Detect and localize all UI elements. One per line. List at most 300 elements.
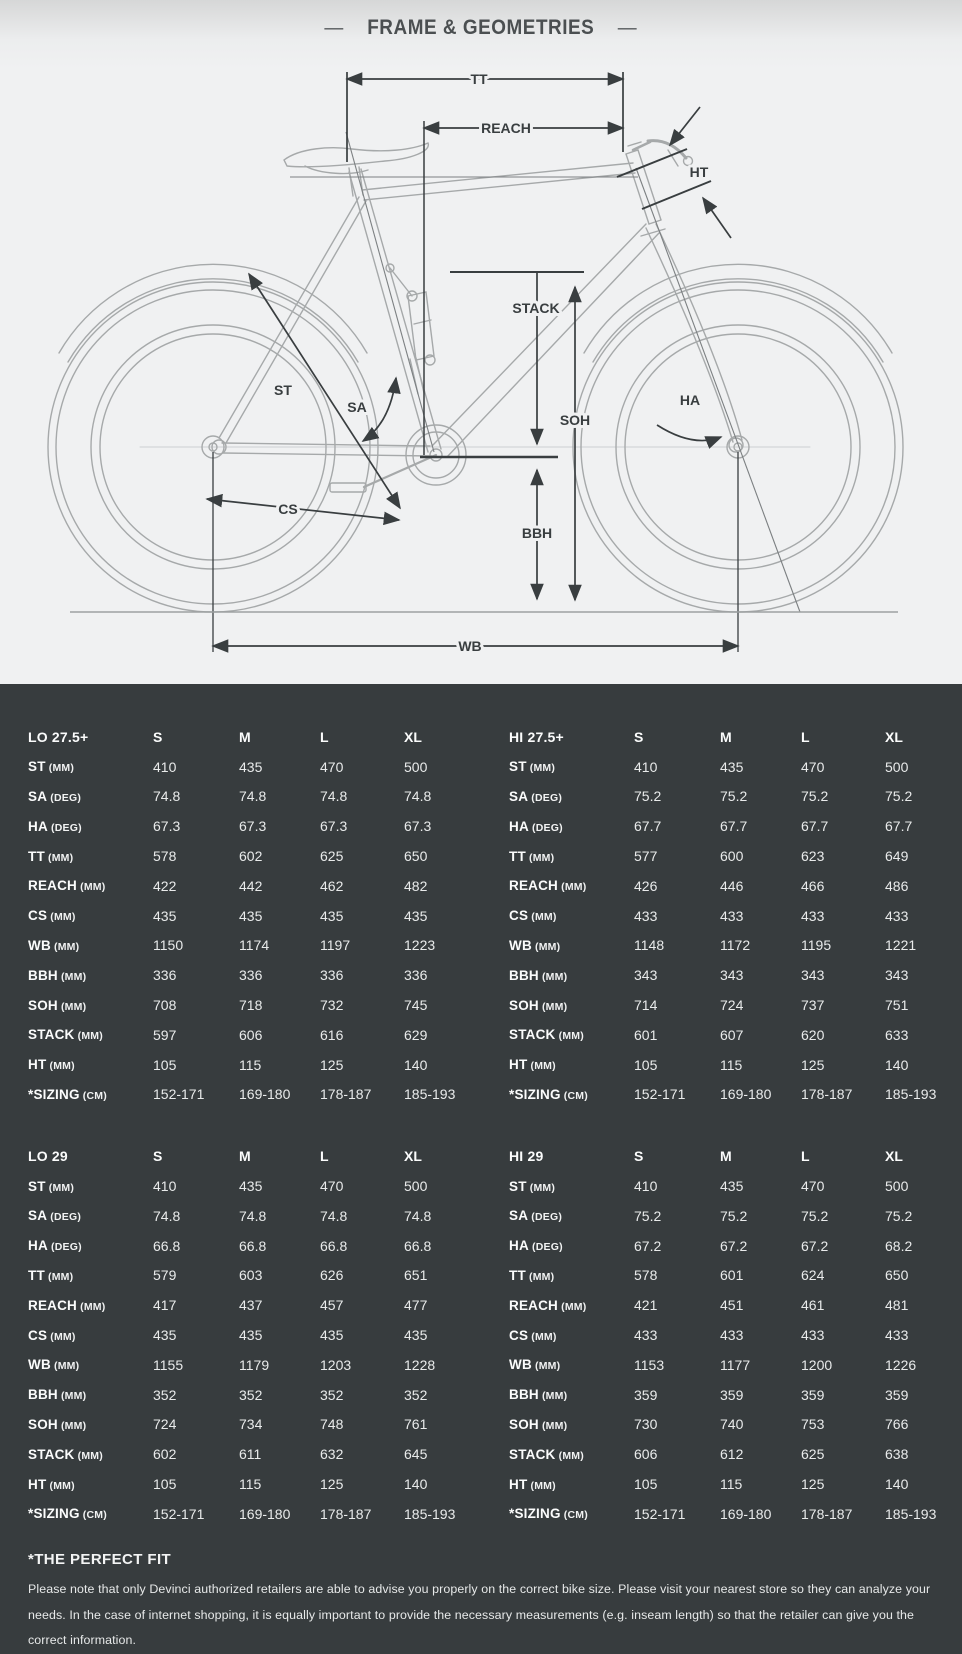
row-label-unit: (MM) bbox=[57, 1390, 87, 1403]
geometry-value: 462 bbox=[320, 877, 344, 894]
table-row bbox=[509, 1439, 962, 1469]
row-label bbox=[509, 1506, 634, 1521]
geometry-value: 66.8 bbox=[404, 1237, 432, 1254]
geometry-value: 185-193 bbox=[885, 1086, 937, 1103]
geometry-value: 761 bbox=[404, 1416, 428, 1433]
row-label-unit: (DEG) bbox=[47, 791, 82, 804]
row-label bbox=[28, 908, 153, 923]
row-label-code: HT bbox=[509, 1476, 528, 1492]
geometry-value: 66.8 bbox=[320, 1237, 348, 1254]
table-row bbox=[509, 1201, 962, 1231]
geometry-value: 67.3 bbox=[153, 818, 181, 835]
geometry-value: 74.8 bbox=[153, 1207, 181, 1224]
row-label-unit: (MM) bbox=[527, 1479, 556, 1492]
geometry-value: 66.8 bbox=[153, 1237, 181, 1254]
row-label-code: TT bbox=[28, 848, 45, 864]
cs-dimension bbox=[207, 499, 399, 520]
geometry-value: 433 bbox=[634, 907, 658, 924]
geometry-value: 1195 bbox=[801, 937, 832, 954]
geometry-value: 751 bbox=[885, 997, 909, 1014]
row-label-unit: (MM) bbox=[44, 1270, 74, 1283]
geometry-value: 68.2 bbox=[885, 1237, 913, 1254]
table-row bbox=[509, 1410, 962, 1440]
row-label-code: WB bbox=[28, 1357, 51, 1373]
dimension-lines bbox=[70, 72, 898, 652]
geometry-value: 650 bbox=[885, 1267, 909, 1284]
geometry-value: 1155 bbox=[153, 1356, 184, 1373]
row-label bbox=[509, 759, 634, 774]
table-header-row bbox=[509, 722, 962, 752]
size-column-header: S bbox=[634, 1148, 644, 1165]
geometry-value: 433 bbox=[801, 1327, 825, 1344]
row-label bbox=[28, 1057, 153, 1072]
geometry-value: 74.8 bbox=[404, 1207, 432, 1224]
table-row bbox=[28, 782, 481, 812]
row-label-unit: (DEG) bbox=[47, 1211, 82, 1224]
geometry-value: 75.2 bbox=[634, 1207, 662, 1224]
row-label-unit: (MM) bbox=[44, 851, 74, 864]
geometry-value: 602 bbox=[153, 1446, 177, 1463]
geometry-value: 437 bbox=[239, 1297, 263, 1314]
row-label-code: SOH bbox=[509, 997, 539, 1013]
geometry-value: 169-180 bbox=[239, 1086, 291, 1103]
geometry-value: 577 bbox=[634, 848, 658, 865]
geometry-value: 125 bbox=[801, 1476, 825, 1493]
row-label-unit: (MM) bbox=[47, 1330, 76, 1343]
geometry-value: 105 bbox=[634, 1056, 658, 1073]
geometry-value: 433 bbox=[885, 907, 909, 924]
row-label-unit: (CM) bbox=[79, 1089, 107, 1102]
table-row bbox=[509, 931, 962, 961]
geometry-value: 105 bbox=[153, 1476, 177, 1493]
table-header-row bbox=[509, 1141, 962, 1171]
geometry-value: 74.8 bbox=[404, 788, 432, 805]
row-label bbox=[28, 849, 153, 864]
geometry-value: 500 bbox=[404, 1178, 428, 1195]
row-label-code: SA bbox=[28, 788, 48, 804]
geometry-value: 606 bbox=[634, 1446, 658, 1463]
geometry-value: 74.8 bbox=[239, 1207, 267, 1224]
geometry-value: 67.3 bbox=[320, 818, 348, 835]
size-column-header: L bbox=[801, 728, 810, 745]
geometry-value: 612 bbox=[720, 1446, 744, 1463]
geometry-value: 718 bbox=[239, 997, 263, 1014]
geometry-value: 732 bbox=[320, 997, 344, 1014]
geometry-value: 1226 bbox=[885, 1356, 917, 1373]
geometry-value: 433 bbox=[634, 1327, 658, 1344]
geometry-value: 115 bbox=[720, 1056, 743, 1073]
dimension-labels bbox=[274, 71, 709, 654]
geometry-value: 597 bbox=[153, 1026, 177, 1043]
row-label-code: HA bbox=[509, 818, 529, 834]
table-row bbox=[509, 1080, 962, 1110]
row-label bbox=[509, 819, 634, 834]
table-row bbox=[509, 841, 962, 871]
row-label-unit: (MM) bbox=[57, 1419, 87, 1432]
table-title: LO 27.5+ bbox=[28, 728, 89, 745]
geometry-value: 1172 bbox=[720, 937, 751, 954]
table-row bbox=[509, 990, 962, 1020]
row-label-code: ST bbox=[28, 1178, 46, 1194]
geometry-value: 410 bbox=[634, 758, 658, 775]
table-row bbox=[28, 811, 481, 841]
row-label-unit: (MM) bbox=[558, 881, 587, 894]
geometry-value: 140 bbox=[404, 1476, 428, 1493]
geometry-value: 435 bbox=[720, 1178, 744, 1195]
row-label-unit: (MM) bbox=[526, 762, 556, 775]
geometry-value: 500 bbox=[885, 1178, 909, 1195]
dim-label-stack: STACK bbox=[512, 300, 560, 316]
table-row bbox=[28, 931, 481, 961]
row-label-code: SA bbox=[509, 788, 529, 804]
geometry-value: 115 bbox=[720, 1476, 743, 1493]
geometry-value: 446 bbox=[720, 877, 744, 894]
row-label bbox=[28, 1087, 153, 1102]
geometry-value: 461 bbox=[801, 1297, 825, 1314]
geometry-value: 470 bbox=[801, 1178, 825, 1195]
geometry-value: 185-193 bbox=[404, 1505, 456, 1522]
geometry-value: 651 bbox=[404, 1267, 428, 1284]
size-column-header: S bbox=[153, 728, 163, 745]
geometry-value: 753 bbox=[801, 1416, 825, 1433]
row-label-unit: (MM) bbox=[77, 1300, 106, 1313]
geometry-value: 169-180 bbox=[720, 1505, 772, 1522]
row-label-unit: (DEG) bbox=[528, 791, 563, 804]
row-label-code: TT bbox=[28, 1267, 45, 1283]
row-label bbox=[509, 1238, 634, 1253]
geometry-value: 359 bbox=[885, 1386, 909, 1403]
table-row bbox=[28, 1171, 481, 1201]
row-label bbox=[28, 878, 153, 893]
row-label bbox=[28, 1179, 153, 1194]
geometry-value: 737 bbox=[801, 997, 825, 1014]
row-label bbox=[28, 998, 153, 1013]
row-label-unit: (MM) bbox=[555, 1449, 584, 1462]
geometry-value: 343 bbox=[801, 967, 825, 984]
row-label bbox=[509, 908, 634, 923]
geometry-value: 1179 bbox=[239, 1356, 270, 1373]
size-column-header: S bbox=[153, 1148, 163, 1165]
geometry-value: 611 bbox=[239, 1446, 262, 1463]
row-label bbox=[509, 849, 634, 864]
geometry-value: 105 bbox=[153, 1056, 177, 1073]
table-row bbox=[509, 1171, 962, 1201]
geometry-value: 645 bbox=[404, 1446, 428, 1463]
row-label-code: HA bbox=[28, 1238, 48, 1254]
row-label bbox=[509, 1179, 634, 1194]
geometry-value: 125 bbox=[320, 1476, 344, 1493]
row-label-code: WB bbox=[28, 937, 51, 953]
row-label-unit: (MM) bbox=[50, 1360, 80, 1373]
table-row bbox=[28, 1499, 481, 1529]
table-row bbox=[509, 811, 962, 841]
ha-angle-arc bbox=[657, 425, 721, 441]
geometry-value: 435 bbox=[239, 1178, 263, 1195]
row-label-code: *SIZING bbox=[28, 1086, 80, 1102]
geometry-value: 714 bbox=[634, 997, 658, 1014]
row-label-unit: (MM) bbox=[57, 1000, 87, 1013]
geometry-value: 470 bbox=[801, 758, 825, 775]
table-row bbox=[28, 1080, 481, 1110]
geometry-value: 115 bbox=[239, 1056, 262, 1073]
size-column-header: M bbox=[239, 728, 251, 745]
geometry-value: 336 bbox=[153, 967, 177, 984]
table-row bbox=[509, 871, 962, 901]
row-label-unit: (MM) bbox=[74, 1030, 103, 1043]
title-dash-left: — bbox=[324, 15, 345, 39]
geometry-value: 624 bbox=[801, 1267, 825, 1284]
geometry-value: 633 bbox=[885, 1026, 909, 1043]
title-dash-right: — bbox=[617, 15, 638, 39]
row-label-unit: (MM) bbox=[538, 1000, 568, 1013]
table-row bbox=[28, 1439, 481, 1469]
row-label-code: SA bbox=[509, 1208, 529, 1224]
geometry-value: 435 bbox=[320, 907, 344, 924]
geometry-value: 178-187 bbox=[801, 1505, 853, 1522]
row-label-code: REACH bbox=[509, 878, 559, 894]
geometry-value: 178-187 bbox=[320, 1086, 372, 1103]
geo-table-lo-27-5 bbox=[0, 722, 481, 1109]
table-row bbox=[28, 841, 481, 871]
row-label bbox=[509, 1027, 634, 1042]
geometry-value: 616 bbox=[320, 1026, 344, 1043]
row-label-code: BBH bbox=[509, 967, 539, 983]
geometry-value: 105 bbox=[634, 1476, 658, 1493]
row-label-unit: (MM) bbox=[538, 970, 568, 983]
geometry-value: 500 bbox=[404, 758, 428, 775]
geometry-value: 352 bbox=[239, 1386, 263, 1403]
geometry-value: 352 bbox=[320, 1386, 344, 1403]
table-title: LO 29 bbox=[28, 1148, 68, 1165]
geometry-value: 1223 bbox=[404, 937, 436, 954]
geometry-value: 435 bbox=[153, 907, 177, 924]
size-column-header: L bbox=[320, 1148, 329, 1165]
geometry-value: 67.7 bbox=[634, 818, 662, 835]
geometry-value: 1200 bbox=[801, 1356, 833, 1373]
geometry-value: 457 bbox=[320, 1297, 344, 1314]
geometry-value: 422 bbox=[153, 877, 177, 894]
geometry-value: 75.2 bbox=[885, 1207, 913, 1224]
geometry-value: 343 bbox=[885, 967, 909, 984]
geometry-value: 336 bbox=[320, 967, 344, 984]
geometry-value: 740 bbox=[720, 1416, 744, 1433]
table-title: HI 29 bbox=[509, 1148, 544, 1165]
size-column-header: XL bbox=[404, 1148, 422, 1165]
row-label bbox=[28, 1328, 153, 1343]
table-row bbox=[509, 1261, 962, 1291]
row-label-unit: (MM) bbox=[525, 1270, 555, 1283]
geometry-tables-section bbox=[0, 684, 962, 1654]
row-label bbox=[509, 1387, 634, 1402]
page-title bbox=[325, 16, 638, 40]
row-label-unit: (MM) bbox=[50, 940, 80, 953]
table-row bbox=[509, 782, 962, 812]
row-label-code: ST bbox=[509, 1178, 527, 1194]
dim-label-st: ST bbox=[274, 382, 292, 398]
row-label-code: CS bbox=[28, 1327, 48, 1343]
dim-label-sa: SA bbox=[347, 399, 367, 415]
geometry-value: 178-187 bbox=[320, 1505, 372, 1522]
size-column-header: XL bbox=[885, 728, 903, 745]
table-row bbox=[28, 871, 481, 901]
geometry-value: 650 bbox=[404, 848, 428, 865]
geometry-value: 67.3 bbox=[239, 818, 267, 835]
geometry-value: 623 bbox=[801, 848, 825, 865]
row-label-code: BBH bbox=[28, 1387, 58, 1403]
row-label-code: SOH bbox=[28, 1416, 58, 1432]
geometry-value: 486 bbox=[885, 877, 909, 894]
row-label bbox=[28, 1447, 153, 1462]
size-column-header: XL bbox=[404, 728, 422, 745]
geometry-value: 625 bbox=[801, 1446, 825, 1463]
geometry-value: 433 bbox=[720, 1327, 744, 1344]
row-label bbox=[28, 968, 153, 983]
row-label-unit: (MM) bbox=[555, 1030, 584, 1043]
row-label bbox=[509, 1477, 634, 1492]
geometry-value: 74.8 bbox=[153, 788, 181, 805]
table-row bbox=[28, 901, 481, 931]
geometry-value: 74.8 bbox=[320, 1207, 348, 1224]
table-row bbox=[28, 1350, 481, 1380]
geometry-value: 748 bbox=[320, 1416, 344, 1433]
size-column-header: L bbox=[801, 1148, 810, 1165]
row-label bbox=[509, 1417, 634, 1432]
table-row bbox=[509, 1350, 962, 1380]
geometry-value: 482 bbox=[404, 877, 428, 894]
row-label-code: SOH bbox=[509, 1416, 539, 1432]
geo-table-lo-29 bbox=[0, 1141, 481, 1528]
geometry-value: 67.7 bbox=[885, 818, 913, 835]
row-label-code: STACK bbox=[28, 1027, 75, 1043]
st-dimension bbox=[249, 274, 400, 508]
row-label bbox=[28, 1268, 153, 1283]
row-label-unit: (MM) bbox=[47, 911, 76, 924]
geometry-value: 629 bbox=[404, 1026, 428, 1043]
geometry-value: 178-187 bbox=[801, 1086, 853, 1103]
table-row bbox=[28, 1320, 481, 1350]
table-header-row bbox=[28, 1141, 481, 1171]
row-label bbox=[509, 1208, 634, 1223]
geometry-value: 1148 bbox=[634, 937, 665, 954]
row-label-unit: (DEG) bbox=[528, 1241, 563, 1254]
row-label bbox=[28, 1477, 153, 1492]
geometry-value: 1153 bbox=[634, 1356, 665, 1373]
row-label bbox=[28, 1417, 153, 1432]
row-label-unit: (MM) bbox=[77, 881, 106, 894]
page-title-text: FRAME & GEOMETRIES bbox=[367, 15, 595, 39]
geometry-value: 140 bbox=[885, 1476, 909, 1493]
size-column-header: M bbox=[720, 728, 732, 745]
row-label bbox=[28, 819, 153, 834]
row-label-unit: (MM) bbox=[538, 1419, 568, 1432]
hero-section bbox=[0, 0, 962, 684]
table-row bbox=[509, 1469, 962, 1499]
dim-label-ht: HT bbox=[689, 164, 709, 180]
geometry-value: 435 bbox=[239, 1327, 263, 1344]
geometry-value: 730 bbox=[634, 1416, 658, 1433]
geometry-value: 601 bbox=[634, 1026, 658, 1043]
row-label-code: *SIZING bbox=[28, 1506, 80, 1522]
row-label-code: REACH bbox=[28, 878, 78, 894]
geometry-value: 435 bbox=[239, 907, 263, 924]
dim-label-tt: TT bbox=[470, 71, 488, 87]
geometry-value: 602 bbox=[239, 848, 263, 865]
row-label bbox=[28, 1506, 153, 1521]
geometry-value: 708 bbox=[153, 997, 177, 1014]
geometry-value: 1174 bbox=[239, 937, 270, 954]
row-label-code: *SIZING bbox=[509, 1506, 561, 1522]
sizing-footnote bbox=[0, 1551, 962, 1654]
geometry-value: 426 bbox=[634, 877, 658, 894]
row-label-code: BBH bbox=[509, 1387, 539, 1403]
row-label-unit: (MM) bbox=[531, 940, 561, 953]
dim-label-bbh: BBH bbox=[521, 525, 553, 541]
table-row bbox=[28, 1410, 481, 1440]
row-label bbox=[28, 1208, 153, 1223]
ht-dimension bbox=[670, 107, 700, 145]
geometry-value: 359 bbox=[720, 1386, 744, 1403]
size-column-header: M bbox=[720, 1148, 732, 1165]
row-label-unit: (MM) bbox=[45, 762, 75, 775]
geometry-value: 152-171 bbox=[153, 1086, 205, 1103]
geometry-value: 74.8 bbox=[239, 788, 267, 805]
dim-label-wb: WB bbox=[458, 638, 482, 654]
geometry-value: 352 bbox=[153, 1386, 177, 1403]
geometry-value: 75.2 bbox=[801, 1207, 829, 1224]
row-label bbox=[509, 1298, 634, 1313]
geometry-value: 152-171 bbox=[153, 1505, 205, 1522]
row-label-unit: (DEG) bbox=[47, 821, 82, 834]
frame bbox=[212, 150, 743, 457]
row-label-code: HA bbox=[28, 818, 48, 834]
row-label bbox=[509, 1357, 634, 1372]
geometry-value: 578 bbox=[153, 848, 177, 865]
table-row bbox=[28, 990, 481, 1020]
geometry-value: 579 bbox=[153, 1267, 177, 1284]
geometry-value: 67.2 bbox=[634, 1237, 662, 1254]
geometry-value: 1177 bbox=[720, 1356, 751, 1373]
geometry-value: 343 bbox=[634, 967, 658, 984]
row-label-code: SA bbox=[28, 1208, 48, 1224]
geometry-value: 745 bbox=[404, 997, 428, 1014]
dim-label-soh: SOH bbox=[559, 412, 591, 428]
geometry-value: 734 bbox=[239, 1416, 263, 1433]
row-label-code: TT bbox=[509, 1267, 526, 1283]
geometry-value: 336 bbox=[239, 967, 263, 984]
geometry-value: 649 bbox=[885, 848, 909, 865]
size-column-header: XL bbox=[885, 1148, 903, 1165]
table-row bbox=[509, 1320, 962, 1350]
row-label-code: *SIZING bbox=[509, 1086, 561, 1102]
geometry-value: 1221 bbox=[885, 937, 917, 954]
row-label-unit: (MM) bbox=[531, 1360, 561, 1373]
geometry-value: 433 bbox=[720, 907, 744, 924]
table-row bbox=[28, 752, 481, 782]
table-row bbox=[509, 1020, 962, 1050]
row-label-unit: (CM) bbox=[560, 1509, 588, 1522]
table-row bbox=[28, 1290, 481, 1320]
geometry-value: 67.7 bbox=[720, 818, 748, 835]
geometry-value: 359 bbox=[801, 1386, 825, 1403]
geometry-value: 435 bbox=[153, 1327, 177, 1344]
row-label-unit: (MM) bbox=[74, 1449, 103, 1462]
sa-angle-arc bbox=[363, 378, 396, 441]
row-label-unit: (MM) bbox=[558, 1300, 587, 1313]
table-row bbox=[509, 901, 962, 931]
geometry-value: 724 bbox=[720, 997, 744, 1014]
geometry-value: 481 bbox=[885, 1297, 909, 1314]
geometry-value: 435 bbox=[404, 907, 428, 924]
